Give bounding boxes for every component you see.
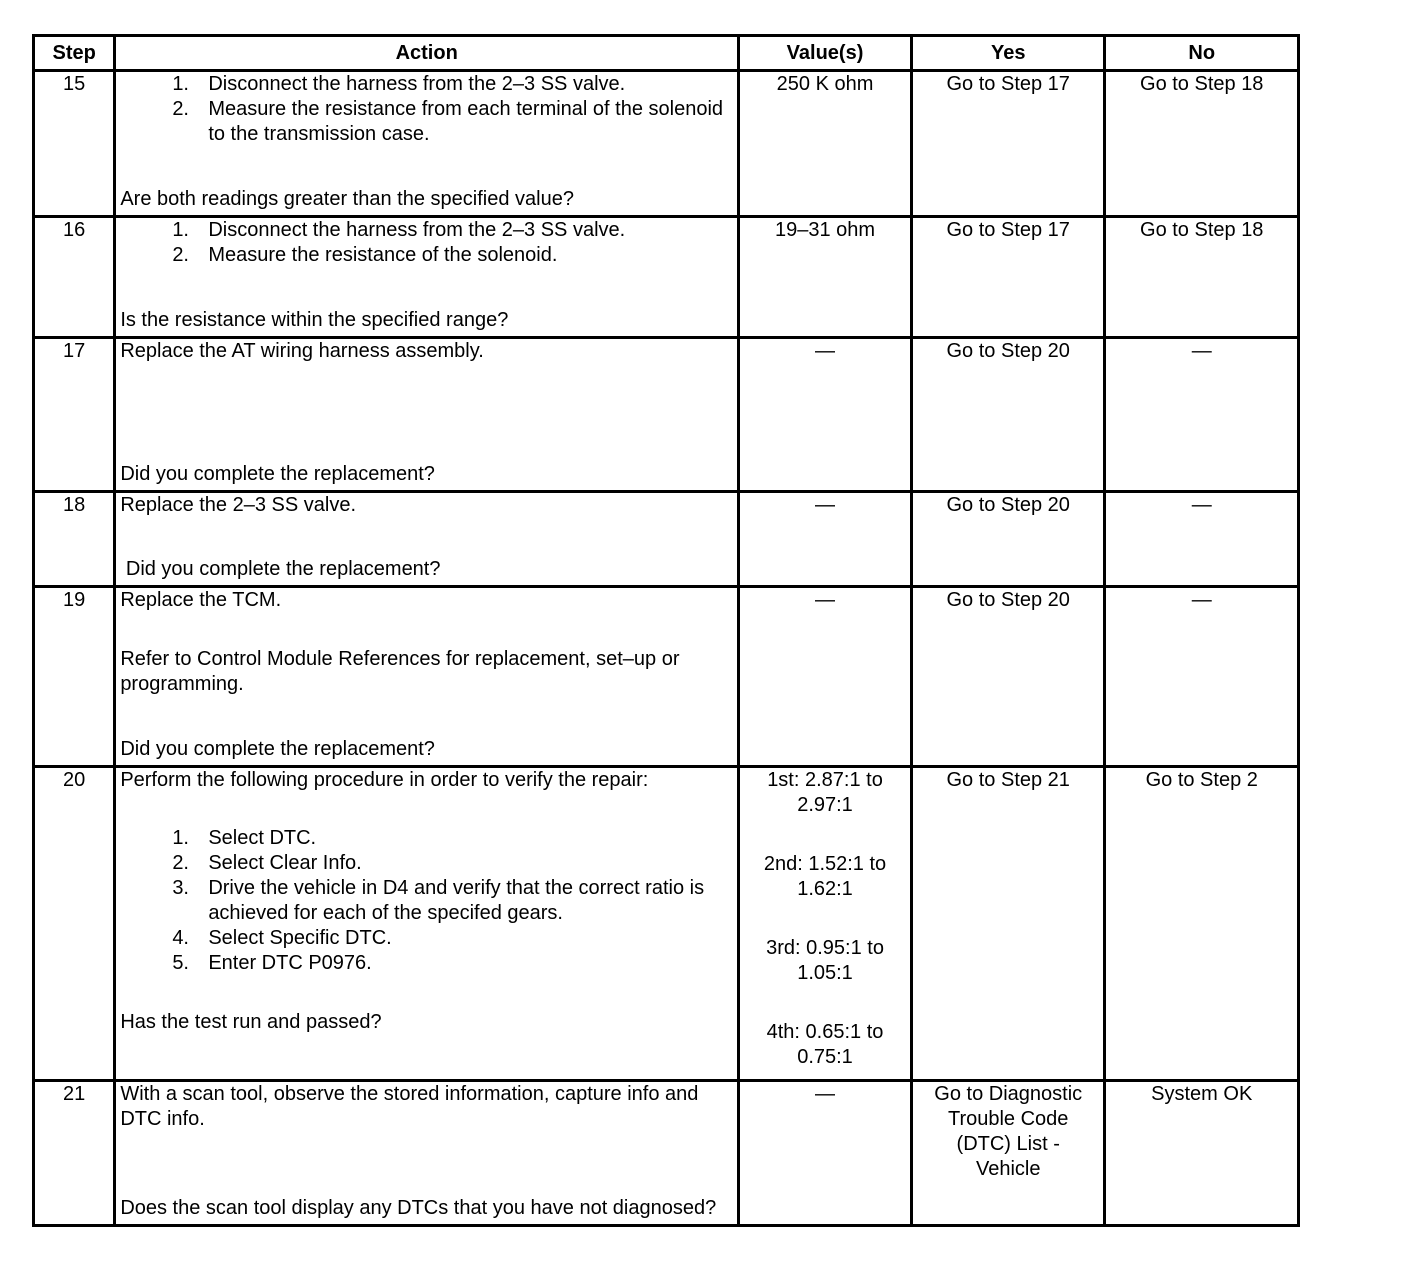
no-cell: Go to Step 18 (1105, 217, 1299, 338)
yes-cell: Go to Step 21 (911, 767, 1105, 1081)
header-step: Step (34, 36, 115, 71)
action-question: Does the scan tool display any DTCs that you have not diagnosed? (120, 1197, 717, 1219)
step-number: 19 (34, 587, 115, 767)
no-cell: System OK (1105, 1081, 1299, 1226)
action-question: Did you complete the replacement? (120, 463, 435, 485)
table-row-21 (34, 1081, 1299, 1226)
header-action: Action (115, 36, 739, 71)
action-text: Perform the following procedure in order to verify the repair: (120, 769, 649, 791)
no-cell: — (1105, 338, 1299, 492)
table-row-16 (34, 217, 1299, 338)
diagnostic-table (32, 34, 1300, 1227)
action-question: Has the test run and passed? (120, 1011, 382, 1033)
action-cell (115, 587, 739, 767)
action-cell (115, 492, 739, 587)
yes-cell-text: Go to Diagnostic Trouble Code (DTC) List - Vehicle (934, 1083, 1083, 1180)
step-number: 20 (34, 767, 115, 1081)
list-item: 2. Measure the resistance of the solenoid. (172, 244, 558, 266)
yes-cell: Go to Step 20 (911, 587, 1105, 767)
action-cell (115, 1081, 739, 1226)
list-item: 4. Select Specific DTC. (172, 927, 392, 949)
value-cell: — (739, 492, 912, 587)
action-question: Are both readings greater than the specified value? (120, 188, 574, 210)
no-cell: Go to Step 18 (1105, 71, 1299, 217)
value-cell: — (739, 338, 912, 492)
list-item: 1. Disconnect the harness from the 2–3 SS valve. (172, 73, 626, 95)
step-number: 21 (34, 1081, 115, 1226)
table-row-19 (34, 587, 1299, 767)
value-cell: 19–31 ohm (739, 217, 912, 338)
gear-ratio-value: 4th: 0.65:1 to 0.75:1 (766, 1021, 884, 1068)
action-question: Is the resistance within the specified range? (120, 309, 509, 331)
no-cell: — (1105, 587, 1299, 767)
list-item: 2. Measure the resistance from each terminal of the solenoid to the transmission case. (172, 98, 724, 145)
action-cell (115, 71, 739, 217)
step-number: 16 (34, 217, 115, 338)
list-item: 3. Drive the vehicle in D4 and verify that the correct ratio is achieved for each of the specifed gears. (172, 877, 705, 924)
action-text: Replace the 2–3 SS valve. (120, 494, 357, 516)
yes-cell (911, 1081, 1105, 1226)
action-cell (115, 767, 739, 1081)
no-cell: Go to Step 2 (1105, 767, 1299, 1081)
value-cell: 250 K ohm (739, 71, 912, 217)
header-no: No (1105, 36, 1299, 71)
step-number: 15 (34, 71, 115, 217)
table-row-18 (34, 492, 1299, 587)
action-text-secondary: Refer to Control Module References for replacement, set–up or programming. (120, 648, 680, 695)
list-item: 2. Select Clear Info. (172, 852, 362, 874)
action-cell (115, 217, 739, 338)
gear-ratio-value: 3rd: 0.95:1 to 1.05:1 (766, 937, 884, 984)
action-text: Replace the AT wiring harness assembly. (120, 340, 484, 362)
step-number: 18 (34, 492, 115, 587)
header-values: Value(s) (739, 36, 912, 71)
value-cell: — (739, 1081, 912, 1226)
yes-cell: Go to Step 17 (911, 217, 1105, 338)
yes-cell: Go to Step 20 (911, 338, 1105, 492)
procedure-list (120, 218, 733, 268)
list-item: 1. Disconnect the harness from the 2–3 SS valve. (172, 219, 626, 241)
action-text: With a scan tool, observe the stored information, capture info and DTC info. (120, 1083, 699, 1130)
action-cell (115, 338, 739, 492)
action-question: Did you complete the replacement? (120, 738, 435, 760)
no-cell: — (1105, 492, 1299, 587)
header-yes: Yes (911, 36, 1105, 71)
gear-ratio-value: 1st: 2.87:1 to 2.97:1 (767, 769, 883, 816)
table-row-15 (34, 71, 1299, 217)
value-cell (739, 767, 912, 1081)
header-row (34, 36, 1299, 71)
table-row-20 (34, 767, 1299, 1081)
list-item: 1. Select DTC. (172, 827, 317, 849)
gear-ratio-value: 2nd: 1.52:1 to 1.62:1 (763, 853, 887, 900)
value-cell: — (739, 587, 912, 767)
procedure-list (120, 72, 733, 147)
yes-cell: Go to Step 17 (911, 71, 1105, 217)
table-row-17 (34, 338, 1299, 492)
step-number: 17 (34, 338, 115, 492)
action-question: Did you complete the replacement? (120, 558, 441, 580)
action-text: Replace the TCM. (120, 589, 282, 611)
list-item: 5. Enter DTC P0976. (172, 952, 372, 974)
procedure-list (120, 826, 733, 976)
yes-cell: Go to Step 20 (911, 492, 1105, 587)
